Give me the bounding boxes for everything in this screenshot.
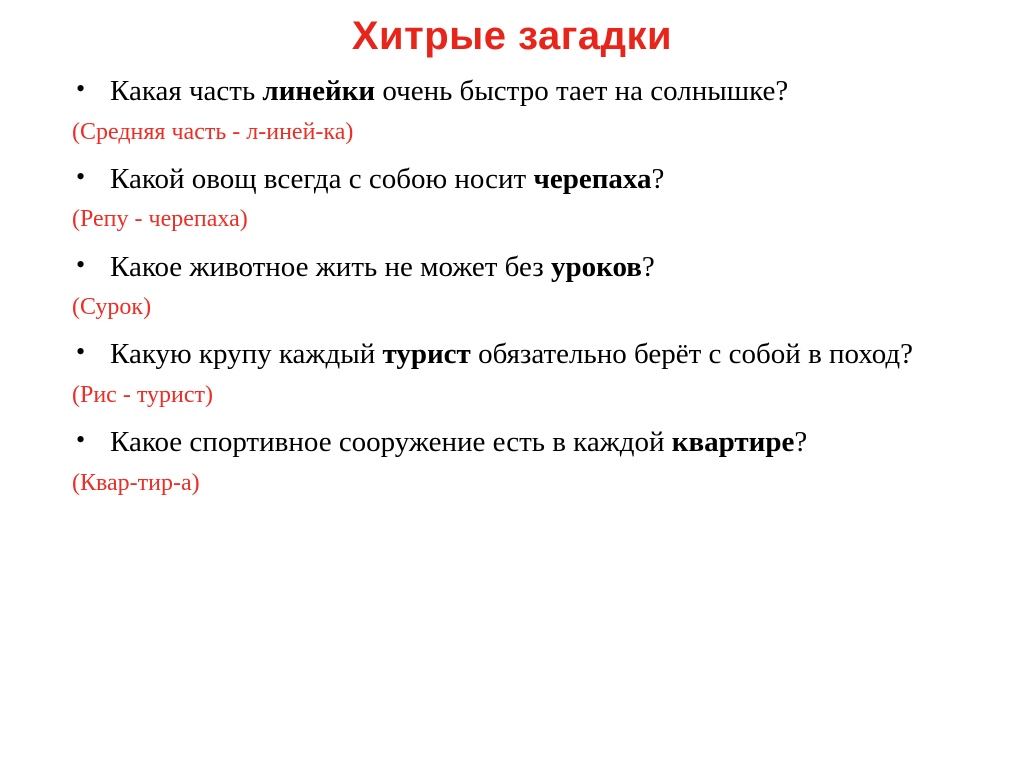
riddle-answer: (Квар-тир-а) [72,469,200,496]
riddle-text [54,160,984,199]
list-item [54,335,984,411]
riddle-keyword: уроков [551,250,642,283]
riddle-body-4 [110,423,984,462]
riddle-answer: (Сурок) [72,294,152,321]
riddle-fragment: ? [641,250,655,283]
list-item [54,248,984,324]
riddle-answer: (Рис - турист) [72,381,213,408]
bullet-icon: • [76,74,86,103]
riddle-text [54,72,984,111]
riddle-fragment: Какое спортивное сооружение есть в каждой [110,426,672,458]
riddle-fragment: Какой овощ всегда с собою носит [110,162,534,195]
list-item [54,72,984,148]
riddle-answer: (Средняя часть - л-иней-ка) [72,118,354,145]
bullet-icon: • [76,161,86,191]
riddle-fragment: обязательно берёт с собой в поход? [470,338,914,371]
list-item [54,423,984,499]
list-item [54,160,984,236]
riddle-fragment: Какую крупу каждый [110,338,383,371]
page-title: Хитрые загадки [351,14,673,58]
riddle-fragment: Какое животное жить не может без [110,250,551,283]
bullet-icon: • [76,337,86,367]
riddle-keyword: турист [382,338,471,371]
riddle-text [54,335,984,374]
riddle-body-0 [110,72,984,111]
riddle-fragment: Какая часть [110,75,263,107]
riddle-answer: (Репу - черепаха) [72,206,248,233]
riddle-fragment: ? [651,162,665,195]
riddle-body-2 [110,248,984,287]
riddle-keyword: линейки [262,75,376,107]
riddle-body-1 [110,160,984,199]
riddle-fragment: очень быстро тает на солнышке? [375,75,789,107]
riddle-body-3 [110,335,984,374]
bullet-icon: • [76,249,86,279]
riddle-list [40,72,984,499]
riddle-text [54,248,984,287]
riddle-keyword: черепаха [533,162,652,195]
riddle-keyword: квартире [671,426,795,458]
riddle-text [54,423,984,462]
riddle-fragment: ? [794,426,808,458]
bullet-icon: • [76,425,86,454]
